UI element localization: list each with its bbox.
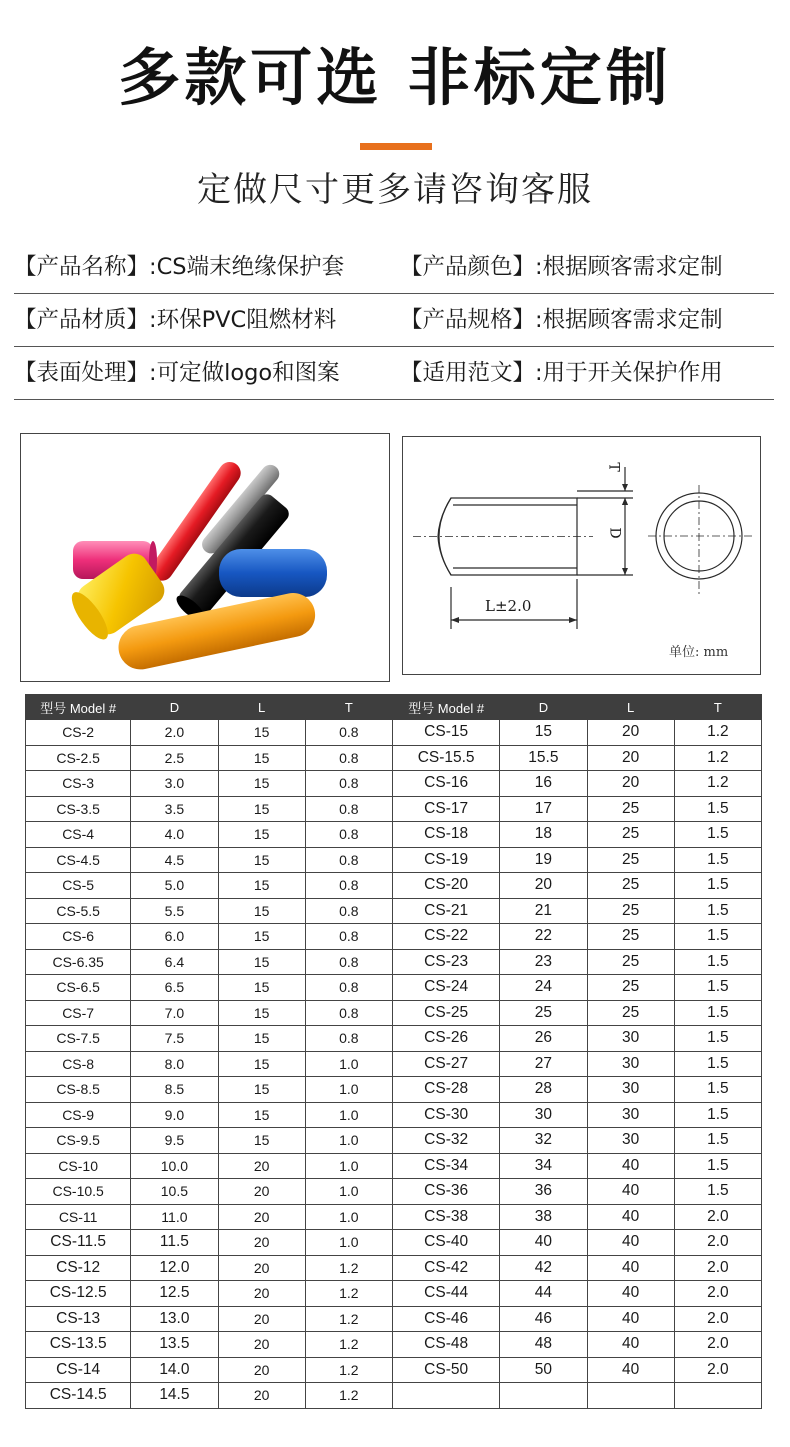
cell-l: 40 [587, 1281, 674, 1307]
cell-d: 24 [500, 975, 587, 1001]
cell-t: 1.5 [674, 1077, 761, 1103]
cell-l: 25 [587, 847, 674, 873]
cell-t: 0.8 [305, 745, 392, 771]
cell-t: 1.2 [305, 1281, 392, 1307]
header-d: D [131, 695, 218, 720]
cell-d: 5.0 [131, 873, 218, 899]
cell-d: 12.0 [131, 1255, 218, 1281]
cell-t: 1.5 [674, 873, 761, 899]
cell-t: 2.0 [674, 1357, 761, 1383]
cell-model: CS-13.5 [26, 1332, 131, 1358]
cell-t: 1.5 [674, 1128, 761, 1154]
cell-model: CS-24 [392, 975, 499, 1001]
cell-t: 1.2 [305, 1306, 392, 1332]
cell-l: 15 [218, 771, 305, 797]
cell-model: CS-6 [26, 924, 131, 950]
cell-model: CS-25 [392, 1000, 499, 1026]
cell-t: 0.8 [305, 975, 392, 1001]
table-row [26, 898, 762, 924]
cell-model: CS-38 [392, 1204, 499, 1230]
cell-d: 4.5 [131, 847, 218, 873]
cell-t: 2.0 [674, 1281, 761, 1307]
cell-d: 7.0 [131, 1000, 218, 1026]
cell-model: CS-15 [392, 720, 499, 746]
cell-model: CS-5 [26, 873, 131, 899]
cell-d: 18 [500, 822, 587, 848]
cell-model: CS-36 [392, 1179, 499, 1205]
cell-l: 25 [587, 898, 674, 924]
cell-model: CS-8.5 [26, 1077, 131, 1103]
cell-d: 19 [500, 847, 587, 873]
cell-model: CS-42 [392, 1255, 499, 1281]
cell-l: 15 [218, 898, 305, 924]
cell-model: CS-8 [26, 1051, 131, 1077]
cell-d: 40 [500, 1230, 587, 1256]
cell-l: 30 [587, 1051, 674, 1077]
spec-material: 【产品材质】:环保PVC阻燃材料 [14, 307, 337, 333]
table-row [26, 873, 762, 899]
cell-t: 1.5 [674, 1051, 761, 1077]
spec-row [14, 241, 774, 294]
cell-t: 0.8 [305, 796, 392, 822]
cell-t: 1.5 [674, 1179, 761, 1205]
cell-model: CS-7 [26, 1000, 131, 1026]
cell-d: 50 [500, 1357, 587, 1383]
cell-model: CS-2.5 [26, 745, 131, 771]
cell-t [674, 1383, 761, 1409]
table-row [26, 822, 762, 848]
cell-d: 10.0 [131, 1153, 218, 1179]
cell-l: 20 [218, 1153, 305, 1179]
cell-t: 2.0 [674, 1204, 761, 1230]
spec-usage: 【适用范文】:用于开关保护作用 [400, 360, 723, 386]
cell-d: 16 [500, 771, 587, 797]
cell-t: 2.0 [674, 1255, 761, 1281]
cell-d: 15.5 [500, 745, 587, 771]
cell-t: 1.0 [305, 1128, 392, 1154]
cell-d: 8.5 [131, 1077, 218, 1103]
table-row [26, 975, 762, 1001]
spec-surface: 【表面处理】:可定做logo和图案 [14, 360, 340, 386]
cell-t: 1.0 [305, 1179, 392, 1205]
cell-model: CS-27 [392, 1051, 499, 1077]
cell-l: 15 [218, 720, 305, 746]
cell-l: 15 [218, 796, 305, 822]
cell-t: 1.5 [674, 1000, 761, 1026]
cell-l: 40 [587, 1153, 674, 1179]
cell-d: 28 [500, 1077, 587, 1103]
cell-l: 15 [218, 873, 305, 899]
cell-t: 1.0 [305, 1153, 392, 1179]
cell-t: 0.8 [305, 771, 392, 797]
cell-model: CS-26 [392, 1026, 499, 1052]
cell-t: 1.5 [674, 1026, 761, 1052]
cell-l: 15 [218, 1128, 305, 1154]
cell-t: 1.5 [674, 796, 761, 822]
cell-model: CS-14 [26, 1357, 131, 1383]
cell-d: 9.0 [131, 1102, 218, 1128]
cell-l: 25 [587, 1000, 674, 1026]
cell-l: 40 [587, 1357, 674, 1383]
table-row [26, 924, 762, 950]
cell-l: 40 [587, 1255, 674, 1281]
product-photo [20, 433, 390, 682]
cell-d: 14.0 [131, 1357, 218, 1383]
header-l: L [587, 695, 674, 720]
cell-l: 15 [218, 822, 305, 848]
cell-model: CS-32 [392, 1128, 499, 1154]
table-row [26, 949, 762, 975]
cell-d: 27 [500, 1051, 587, 1077]
cell-model: CS-28 [392, 1077, 499, 1103]
cell-l: 40 [587, 1230, 674, 1256]
cell-t: 2.0 [674, 1332, 761, 1358]
cell-model: CS-18 [392, 822, 499, 848]
cell-model: CS-4.5 [26, 847, 131, 873]
cell-l: 20 [587, 745, 674, 771]
table-header-row [26, 695, 762, 720]
cell-model: CS-22 [392, 924, 499, 950]
table-row [26, 1332, 762, 1358]
table-row [26, 1357, 762, 1383]
table-row [26, 1281, 762, 1307]
cell-l: 15 [218, 975, 305, 1001]
cell-t: 0.8 [305, 847, 392, 873]
cell-d: 3.0 [131, 771, 218, 797]
cell-model: CS-16 [392, 771, 499, 797]
cell-d: 38 [500, 1204, 587, 1230]
cell-t: 1.5 [674, 898, 761, 924]
cell-d: 42 [500, 1255, 587, 1281]
dimension-drawing [402, 436, 761, 675]
cell-t: 0.8 [305, 898, 392, 924]
cell-t: 0.8 [305, 1026, 392, 1052]
cell-d: 4.0 [131, 822, 218, 848]
table-row [26, 1306, 762, 1332]
cell-model: CS-17 [392, 796, 499, 822]
cell-model: CS-10 [26, 1153, 131, 1179]
cell-l: 20 [218, 1383, 305, 1409]
cell-t: 1.2 [305, 1357, 392, 1383]
table-row [26, 847, 762, 873]
cell-l: 30 [587, 1128, 674, 1154]
cell-t: 1.0 [305, 1051, 392, 1077]
cell-d: 17 [500, 796, 587, 822]
cell-d: 5.5 [131, 898, 218, 924]
cell-d: 10.5 [131, 1179, 218, 1205]
cell-model: CS-7.5 [26, 1026, 131, 1052]
cell-l: 25 [587, 822, 674, 848]
cell-t: 0.8 [305, 949, 392, 975]
cell-t: 1.5 [674, 1102, 761, 1128]
cell-model: CS-6.5 [26, 975, 131, 1001]
cell-d: 44 [500, 1281, 587, 1307]
cell-model: CS-3.5 [26, 796, 131, 822]
cell-model: CS-44 [392, 1281, 499, 1307]
cell-t: 0.8 [305, 822, 392, 848]
cell-model: CS-50 [392, 1357, 499, 1383]
cell-model: CS-30 [392, 1102, 499, 1128]
cell-l: 15 [218, 924, 305, 950]
cell-model [392, 1383, 499, 1409]
cell-model: CS-3 [26, 771, 131, 797]
cell-model: CS-10.5 [26, 1179, 131, 1205]
cell-model: CS-34 [392, 1153, 499, 1179]
cell-d: 46 [500, 1306, 587, 1332]
cell-t: 1.5 [674, 822, 761, 848]
cell-l: 15 [218, 1102, 305, 1128]
cell-d: 20 [500, 873, 587, 899]
cell-t: 0.8 [305, 924, 392, 950]
cell-l [587, 1383, 674, 1409]
cell-l: 20 [218, 1306, 305, 1332]
cell-l: 30 [587, 1102, 674, 1128]
cell-model: CS-15.5 [392, 745, 499, 771]
spec-product-color: 【产品颜色】:根据顾客需求定制 [400, 254, 723, 280]
cell-d: 3.5 [131, 796, 218, 822]
page-headline: 多款可选 非标定制 [118, 41, 672, 114]
table-row [26, 1077, 762, 1103]
cell-model: CS-13 [26, 1306, 131, 1332]
cell-l: 15 [218, 1077, 305, 1103]
size-table [25, 694, 762, 1409]
table-row [26, 1179, 762, 1205]
cell-l: 20 [587, 771, 674, 797]
cell-model: CS-2 [26, 720, 131, 746]
cell-d: 12.5 [131, 1281, 218, 1307]
cell-d: 34 [500, 1153, 587, 1179]
cell-l: 40 [587, 1306, 674, 1332]
cell-l: 30 [587, 1026, 674, 1052]
cell-model: CS-11.5 [26, 1230, 131, 1256]
table-row [26, 1128, 762, 1154]
cell-l: 25 [587, 949, 674, 975]
table-row [26, 1026, 762, 1052]
table-row [26, 1204, 762, 1230]
cell-model: CS-6.35 [26, 949, 131, 975]
table-row [26, 1102, 762, 1128]
cell-l: 15 [218, 847, 305, 873]
cell-d: 32 [500, 1128, 587, 1154]
cell-model: CS-46 [392, 1306, 499, 1332]
cell-l: 40 [587, 1179, 674, 1205]
cell-d: 8.0 [131, 1051, 218, 1077]
spec-size: 【产品规格】:根据顾客需求定制 [400, 307, 723, 333]
cell-d [500, 1383, 587, 1409]
cell-d: 22 [500, 924, 587, 950]
unit-label: 单位: mm [669, 645, 729, 660]
cell-model: CS-20 [392, 873, 499, 899]
cell-d: 2.0 [131, 720, 218, 746]
cell-l: 25 [587, 796, 674, 822]
header-t: T [305, 695, 392, 720]
cell-t: 2.0 [674, 1230, 761, 1256]
cell-d: 13.5 [131, 1332, 218, 1358]
header-model: 型号 Model # [392, 695, 499, 720]
table-row [26, 771, 762, 797]
table-row [26, 1000, 762, 1026]
table-row [26, 1230, 762, 1256]
cell-l: 25 [587, 924, 674, 950]
header-t: T [674, 695, 761, 720]
cell-l: 20 [218, 1357, 305, 1383]
cell-l: 40 [587, 1204, 674, 1230]
cell-model: CS-23 [392, 949, 499, 975]
table-row [26, 745, 762, 771]
cell-t: 1.0 [305, 1230, 392, 1256]
cell-t: 1.0 [305, 1204, 392, 1230]
cell-l: 15 [218, 1051, 305, 1077]
cell-d: 26 [500, 1026, 587, 1052]
cell-d: 48 [500, 1332, 587, 1358]
cell-l: 15 [218, 1026, 305, 1052]
cell-d: 13.0 [131, 1306, 218, 1332]
cell-d: 21 [500, 898, 587, 924]
cell-model: CS-48 [392, 1332, 499, 1358]
cell-l: 20 [218, 1332, 305, 1358]
cell-model: CS-9 [26, 1102, 131, 1128]
cell-model: CS-19 [392, 847, 499, 873]
cell-l: 20 [218, 1204, 305, 1230]
cell-d: 23 [500, 949, 587, 975]
cell-t: 0.8 [305, 720, 392, 746]
cell-t: 1.2 [305, 1255, 392, 1281]
cell-l: 20 [218, 1281, 305, 1307]
cell-model: CS-9.5 [26, 1128, 131, 1154]
cell-t: 1.0 [305, 1077, 392, 1103]
cell-d: 6.4 [131, 949, 218, 975]
spec-product-name: 【产品名称】:CS端末绝缘保护套 [14, 254, 345, 280]
cell-t: 1.5 [674, 975, 761, 1001]
cell-d: 11.0 [131, 1204, 218, 1230]
cell-model: CS-21 [392, 898, 499, 924]
table-row [26, 1383, 762, 1409]
cell-d: 36 [500, 1179, 587, 1205]
cell-l: 15 [218, 745, 305, 771]
cell-t: 2.0 [674, 1306, 761, 1332]
cell-l: 15 [218, 949, 305, 975]
cell-t: 1.2 [674, 771, 761, 797]
accent-bar [360, 143, 432, 150]
cell-l: 25 [587, 975, 674, 1001]
cell-t: 0.8 [305, 873, 392, 899]
cell-l: 30 [587, 1077, 674, 1103]
cell-t: 1.2 [674, 745, 761, 771]
table-row [26, 796, 762, 822]
cell-t: 1.5 [674, 847, 761, 873]
cell-l: 20 [587, 720, 674, 746]
cell-d: 7.5 [131, 1026, 218, 1052]
cell-d: 6.0 [131, 924, 218, 950]
cell-l: 20 [218, 1179, 305, 1205]
cell-d: 25 [500, 1000, 587, 1026]
cell-t: 1.5 [674, 1153, 761, 1179]
header-model: 型号 Model # [26, 695, 131, 720]
dimension-l-label: L±2.0 [485, 597, 532, 615]
cell-model: CS-5.5 [26, 898, 131, 924]
header-l: L [218, 695, 305, 720]
dimension-d-label: D [606, 527, 623, 539]
cell-t: 1.5 [674, 924, 761, 950]
cell-l: 25 [587, 873, 674, 899]
cell-d: 11.5 [131, 1230, 218, 1256]
table-row [26, 1255, 762, 1281]
cell-d: 9.5 [131, 1128, 218, 1154]
cell-t: 1.2 [674, 720, 761, 746]
cell-d: 2.5 [131, 745, 218, 771]
cell-t: 1.5 [674, 949, 761, 975]
cell-model: CS-12.5 [26, 1281, 131, 1307]
cell-t: 1.2 [305, 1383, 392, 1409]
spec-row [14, 294, 774, 347]
cell-l: 20 [218, 1230, 305, 1256]
cell-d: 30 [500, 1102, 587, 1128]
cell-t: 0.8 [305, 1000, 392, 1026]
cell-d: 15 [500, 720, 587, 746]
page-subhead: 定做尺寸更多请咨询客服 [197, 170, 593, 210]
cell-l: 40 [587, 1332, 674, 1358]
table-row [26, 1153, 762, 1179]
cell-d: 14.5 [131, 1383, 218, 1409]
table-row [26, 720, 762, 746]
table-row [26, 1051, 762, 1077]
cell-model: CS-14.5 [26, 1383, 131, 1409]
cell-model: CS-12 [26, 1255, 131, 1281]
spec-row [14, 347, 774, 400]
cell-l: 20 [218, 1255, 305, 1281]
cell-t: 1.2 [305, 1332, 392, 1358]
cell-l: 15 [218, 1000, 305, 1026]
cell-t: 1.0 [305, 1102, 392, 1128]
dimension-t-label: T [605, 462, 622, 472]
cell-d: 6.5 [131, 975, 218, 1001]
cell-model: CS-4 [26, 822, 131, 848]
cell-model: CS-11 [26, 1204, 131, 1230]
cell-model: CS-40 [392, 1230, 499, 1256]
header-d: D [500, 695, 587, 720]
